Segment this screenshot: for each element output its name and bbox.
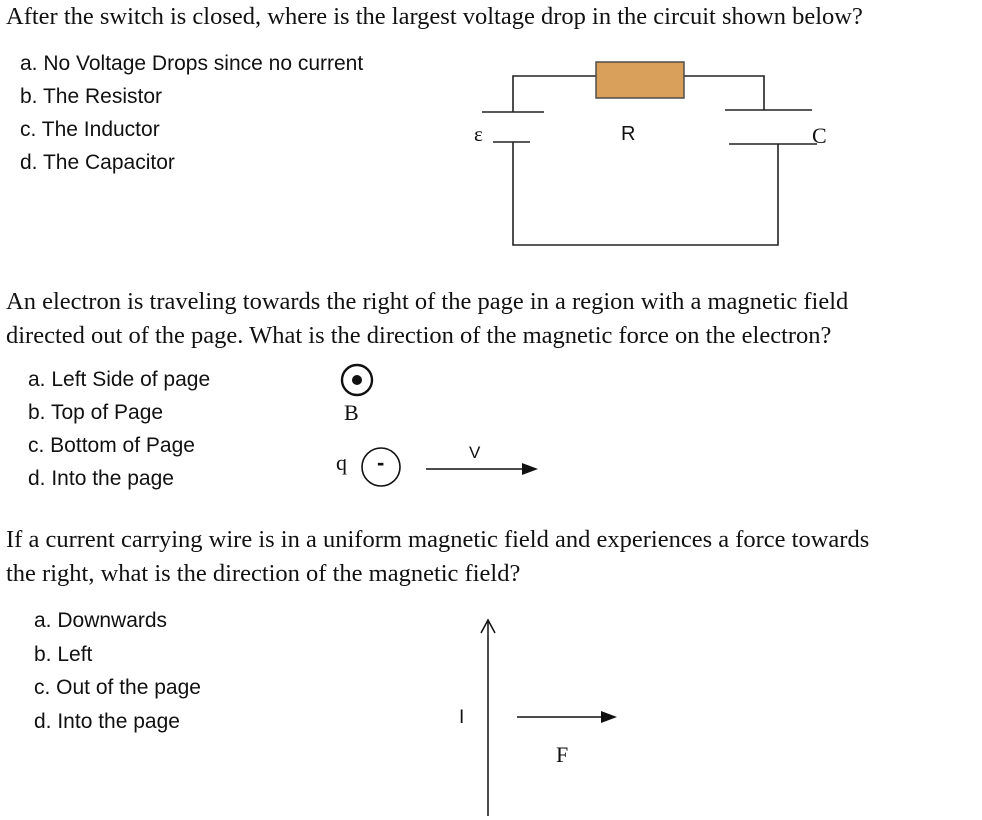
resistor-label: R	[621, 123, 636, 145]
velocity-label: V	[469, 443, 481, 462]
q1-option-b[interactable]: b. The Resistor	[20, 85, 163, 108]
force-arrow-head	[601, 711, 617, 723]
emf-label: ε	[474, 122, 483, 146]
question-2-text-line-2: directed out of the page. What is the direction of the magnetic force on the electron?	[6, 322, 832, 349]
capacitor-label: C	[812, 123, 827, 148]
q2-option-b[interactable]: b. Top of Page	[28, 401, 164, 424]
question-3-text-line-2: the right, what is the direction of the magnetic field?	[6, 560, 521, 587]
q1-option-c[interactable]: c. The Inductor	[20, 118, 160, 141]
charge-sign: -	[377, 450, 385, 475]
q1-option-d[interactable]: d. The Capacitor	[20, 151, 175, 174]
question-1-text: After the switch is closed, where is the largest voltage drop in the circuit shown below?	[6, 3, 863, 30]
q1-option-a[interactable]: a. No Voltage Drops since no current	[20, 52, 364, 75]
q2-option-d[interactable]: d. Into the page	[28, 467, 174, 490]
q3-option-a[interactable]: a. Downwards	[34, 609, 168, 632]
force-label: F	[556, 742, 569, 767]
q3-option-d[interactable]: d. Into the page	[34, 710, 180, 733]
question-3-text-line-1: If a current carrying wire is in a uniform magnetic field and experiences a force towards	[6, 526, 870, 553]
question-2-text-line-1: An electron is traveling towards the right of the page in a region with a magnetic field	[6, 288, 849, 315]
field-label: B	[344, 400, 359, 425]
q3-option-c[interactable]: c. Out of the page	[34, 676, 201, 699]
charge-label: q	[336, 450, 347, 475]
current-label: I	[459, 707, 465, 728]
q2-option-a[interactable]: a. Left Side of page	[28, 368, 211, 391]
q2-option-c[interactable]: c. Bottom of Page	[28, 434, 195, 457]
q3-option-b[interactable]: b. Left	[34, 643, 93, 666]
